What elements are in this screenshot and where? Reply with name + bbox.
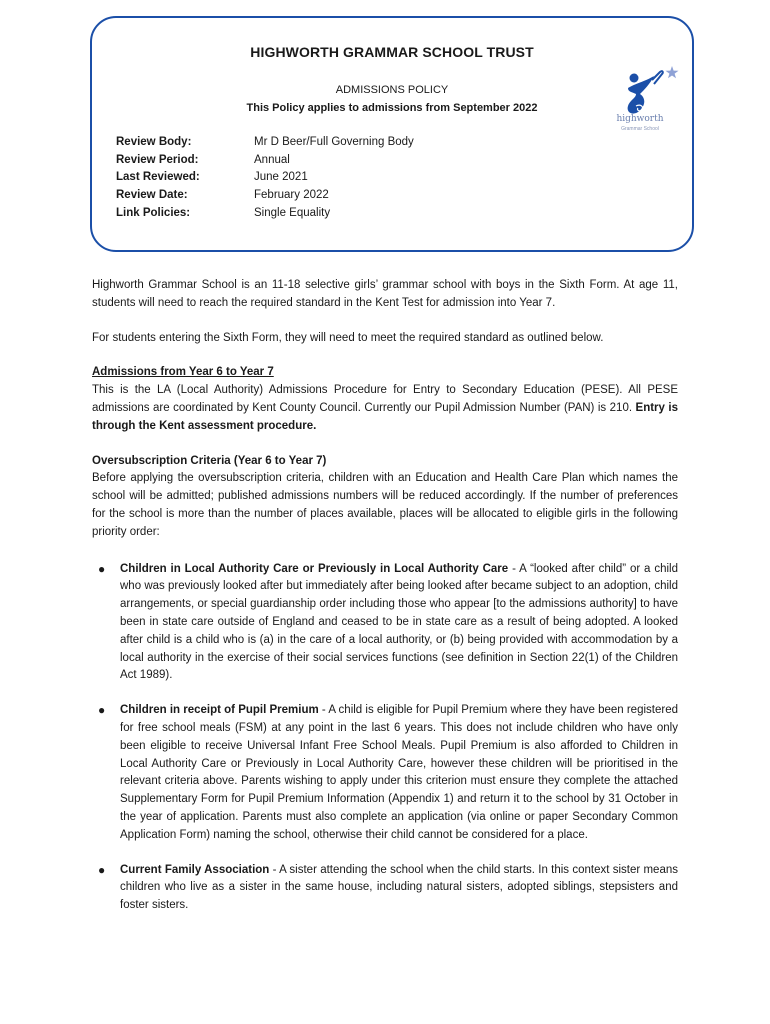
logo-wordmark: highworth	[616, 114, 664, 124]
logo-subtitle: Grammar School	[621, 126, 659, 132]
admissions-text: This is the LA (Local Authority) Admissions Procedure for Entry to Secondary Education (PESE). All PESE admissions are coordinated by Kent County Council. Currently our Pupil Admission Number (PAN) is 210.	[92, 384, 678, 414]
meta-label: Link Policies:	[116, 206, 191, 219]
list-item	[98, 862, 678, 915]
meta-label: Review Period:	[116, 153, 199, 166]
meta-row-link-policies	[116, 207, 414, 225]
oversubscription-paragraph: Before applying the oversubscription criteria, children with an Education and Health Care Plan which names the school will be admitted; published admissions numbers will be reduced accordingly. If the number of preferences for the school is more than the number of places available, places will be allocated to eligible girls in the following priority order:	[92, 472, 678, 538]
meta-row-review-date	[116, 189, 414, 207]
bullet-icon: ●	[98, 561, 106, 576]
meta-label: Last Reviewed:	[116, 171, 200, 184]
list-item-title: Children in receipt of Pupil Premium	[120, 704, 319, 717]
sixth-form-paragraph: For students entering the Sixth Form, they will need to meet the required standard as outlined below.	[92, 331, 604, 344]
school-title: HIGHWORTH GRAMMAR SCHOOL TRUST	[250, 44, 534, 60]
meta-value: June 2021	[254, 171, 308, 184]
list-item-body	[120, 561, 678, 686]
admissions-heading: Admissions from Year 6 to Year 7	[92, 366, 274, 379]
bullet-icon: ●	[98, 862, 106, 877]
meta-label: Review Date:	[116, 189, 188, 202]
logo-star	[666, 66, 679, 78]
bullet-icon: ●	[98, 703, 106, 718]
logo-head	[630, 74, 639, 83]
meta-value: Mr D Beer/Full Governing Body	[254, 136, 414, 148]
list-item-body	[120, 862, 678, 915]
policy-applies: This Policy applies to admissions from September 2022	[246, 102, 538, 114]
school-logo-icon	[610, 62, 684, 136]
oversubscription-heading: Oversubscription Criteria (Year 6 to Year 7)	[92, 454, 327, 467]
list-item-title: Current Family Association	[120, 863, 270, 876]
meta-row-review-body	[116, 136, 414, 154]
meta-row-last-reviewed	[116, 171, 414, 189]
list-item-text: - A sister attending the school when the child starts. In this context sister means children who live as a sister in the same house, including natural sisters, adopted siblings, stepsisters and foster sisters.	[120, 863, 678, 912]
policy-content	[92, 277, 678, 915]
list-item-text: - A “looked after child” or a child who was previously looked after but immediately after being looked after became subject to an adoption, child arrangements, or special guardianship order including those who appear [to the admissions authority] to have been in state care outside of England and ceased to be in state care as a result of being adopted. A looked after child is a child who is (a) in the care of a local authority, or (b) being provided with accommodation by a local authority in the exercise of their social services functions (see definition in Section 22(1) of the Children Act 1989).	[120, 562, 678, 682]
intro-paragraph: Highworth Grammar School is an 11-18 selective girls’ grammar school with boys in the Sixth Form. At age 11, students will need to reach the required standard in the Kent Test for admission into Year 7.	[92, 279, 678, 309]
policy-name: ADMISSIONS POLICY	[335, 84, 449, 96]
list-item-text: - A child is eligible for Pupil Premium where they have been registered for free school meals (FSM) at any point in the last 6 years. This does not include children who have only been eligible to receive Universal Infant Free School Meals. Pupil Premium is also afforded to Children in Local Authority Care or Previously in Local Authority Care, however these children will be prioritised in the relevant criteria above. Parents wishing to apply under this criterion must ensure they complete the attached Supplementary Form for Pupil Premium Information (Appendix 1) and return it to the school by 31 October in the year of application. Parents must also complete an application (via online or paper Secondary Common Application Form) naming the school, otherwise their child cannot be considered for a place.	[120, 704, 678, 841]
admissions-bold-text: Entry is through the Kent assessment procedure.	[92, 401, 678, 432]
meta-row-review-period	[116, 154, 414, 172]
admissions-paragraph	[92, 382, 678, 435]
list-item	[98, 561, 678, 686]
list-item	[98, 702, 678, 844]
meta-value: February 2022	[254, 189, 329, 202]
meta-value: Single Equality	[254, 206, 331, 219]
header-box	[90, 16, 694, 252]
meta-value: Annual	[254, 153, 290, 166]
list-item-title: Children in Local Authority Care or Previously in Local Authority Care	[120, 562, 509, 575]
meta-table	[116, 136, 414, 224]
meta-label: Review Body:	[116, 136, 192, 148]
logo-arm	[652, 71, 663, 84]
list-item-body	[120, 702, 678, 844]
